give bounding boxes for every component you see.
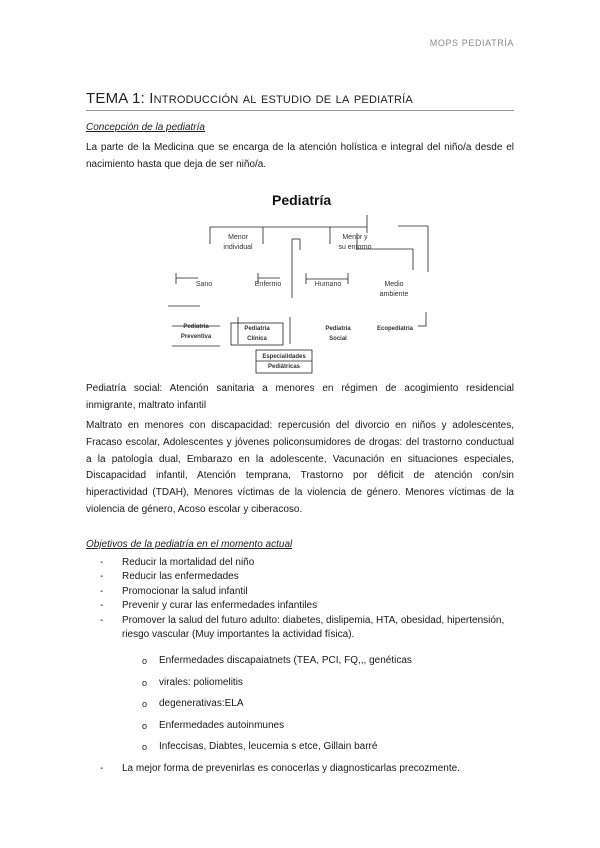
node-menor-entorno xyxy=(332,233,378,253)
dash-marker: - xyxy=(100,557,104,568)
node-line: individual xyxy=(223,244,253,251)
node-pediatria-social xyxy=(316,324,360,344)
node-line: Menor xyxy=(228,234,248,241)
sublist-item-text: degenerativas:ELA xyxy=(159,698,244,709)
bullet-marker: o xyxy=(142,677,148,688)
dash-marker: - xyxy=(100,571,104,583)
node-line: Pediatría xyxy=(244,326,270,332)
page-title xyxy=(86,90,514,111)
node-line: Menor y xyxy=(342,234,368,241)
node-medio-ambiente xyxy=(372,280,416,300)
objectives-list xyxy=(100,556,518,642)
running-header: MOPS PEDIATRÍA xyxy=(429,38,514,48)
disease-sublist xyxy=(142,654,512,762)
node-line: Clínica xyxy=(247,336,267,342)
title-rest: Introducción al estudio de la pediatría xyxy=(144,90,413,107)
node-line: Pediátricas xyxy=(267,364,301,370)
pediatria-diagram xyxy=(160,186,450,378)
section-heading-objetivos: Objetivos de la pediatría en el momento actual xyxy=(86,539,293,550)
node-ecopediatria: Ecopediatría xyxy=(376,326,413,332)
bullet-marker: o xyxy=(142,720,148,731)
intro-paragraph: La parte de la Medicina que se encarga de la atención holística e integral del niño/a desde el nacimiento hasta que deja de ser niño/a. xyxy=(86,142,514,170)
sublist-item-text: Enfermedades autoinmunes xyxy=(159,719,285,731)
sublist-item-text: virales: poliomelitis xyxy=(159,676,243,688)
node-line: Preventiva xyxy=(180,334,212,340)
node-enfermo: Enfermo xyxy=(254,281,282,288)
social-paragraph: Pediatría social: Atención sanitaria a menores en régimen de acogimiento residencial inmigrante, maltrato infantil xyxy=(86,383,514,411)
section-heading-concepcion: Concepción de la pediatría xyxy=(86,122,205,133)
list-item xyxy=(100,614,518,643)
list-item xyxy=(100,570,518,584)
list-item xyxy=(100,762,518,776)
dash-marker: - xyxy=(100,763,104,774)
sublist-item-text: Enfermedades discapaiatnets (TEA, PCI, FQ,,, genéticas xyxy=(159,655,412,666)
dash-marker: - xyxy=(100,585,104,597)
node-line: Social xyxy=(329,336,347,342)
sublist-item xyxy=(142,697,512,719)
bullet-marker: o xyxy=(142,699,148,709)
node-line: Especialidades xyxy=(262,354,306,360)
list-item-text: Reducir la mortalidad del niño xyxy=(122,557,255,568)
node-line: Pediatría xyxy=(325,326,351,332)
node-line: ambiente xyxy=(379,291,409,298)
dash-marker: - xyxy=(100,614,104,626)
sublist-item xyxy=(142,676,512,698)
list-item-text: Reducir las enfermedades xyxy=(122,571,239,583)
objectives-list-final xyxy=(100,762,518,776)
sublist-item xyxy=(142,740,512,762)
list-item-text: Prevenir y curar las enfermedades infantiles xyxy=(122,600,318,612)
sublist-item xyxy=(142,719,512,741)
node-pediatria-clinica xyxy=(233,324,281,344)
bullet-marker: o xyxy=(142,742,148,752)
sublist-item-text: Infeccisas, Diabtes, leucemia s etce, Gillain barré xyxy=(159,741,378,752)
bullet-marker: o xyxy=(142,656,148,666)
node-sano: Sano xyxy=(195,281,213,288)
list-item xyxy=(100,599,518,613)
list-item-text: Promocionar la salud infantil xyxy=(122,585,248,597)
sublist-item xyxy=(142,654,512,676)
node-especialidades xyxy=(258,352,310,372)
diagram-title: Pediatría xyxy=(272,192,332,208)
list-item-text: La mejor forma de prevenirlas es conocerlas y diagnosticarlas precozmente. xyxy=(122,763,460,774)
maltrato-paragraph: Maltrato en menores con discapacidad: repercusión del divorcio en niños y adolescentes, Fracaso escolar, Adolescentes y jóvenes policonsumidores de drogas: del trastorno conductual a la patología dual, Embarazo en la adolescente, Vacunación en situaciones especiales, Discapacidad infantil, Atención temprana, Trastorno por déficit de atención con/sin hiperactividad (TDAH), Menores víctimas de la violencia de género. Menores víctimas de la violencia de género, Acoso escolar y ciberacoso. xyxy=(86,420,514,515)
title-lead: TEMA 1: xyxy=(86,90,145,107)
node-menor-individual xyxy=(216,233,260,253)
list-item xyxy=(100,556,518,570)
node-pediatria-preventiva xyxy=(174,322,218,342)
node-line: su entorno xyxy=(338,244,372,251)
node-line: Pediatría xyxy=(183,324,209,330)
list-item xyxy=(100,585,518,599)
list-item-text: Promover la salud del futuro adulto: diabetes, dislipemia, HTA, obesidad, hipertensión, riesgo vascular (Muy importantes la actividad física). xyxy=(122,614,505,641)
node-line: Medio xyxy=(384,281,404,288)
dash-marker: - xyxy=(100,600,104,612)
node-humano: Humano xyxy=(314,281,342,288)
